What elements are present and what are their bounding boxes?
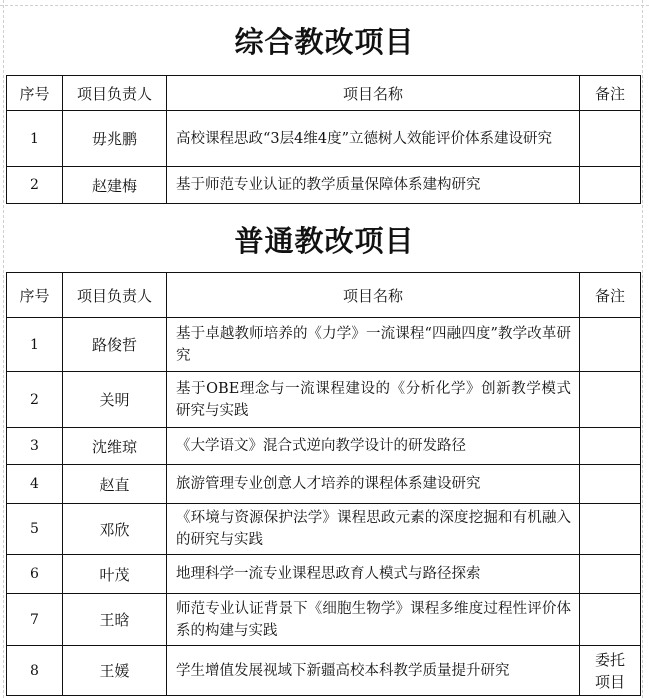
row-project-name: 学生增值发展视域下新疆高校本科教学质量提升研究 (167, 646, 580, 696)
table-row (7, 646, 641, 696)
row-note (580, 594, 641, 646)
row-no: 2 (7, 167, 63, 204)
row-project-name: 基于OBE理念与一流课程建设的《分析化学》创新教学模式研究与实践 (167, 372, 580, 428)
row-no: 6 (7, 555, 63, 594)
table-row (7, 318, 641, 372)
row-lead: 关明 (63, 372, 167, 428)
table-row (7, 372, 641, 428)
page-guide-top (0, 5, 649, 6)
table-row (7, 555, 641, 594)
header-name: 项目名称 (167, 76, 580, 111)
comprehensive-projects-table (6, 75, 641, 204)
row-note (580, 555, 641, 594)
row-lead: 沈维琼 (63, 428, 167, 465)
header-no: 序号 (7, 273, 63, 318)
table-row (7, 111, 641, 167)
row-note (580, 318, 641, 372)
row-no: 1 (7, 111, 63, 167)
row-lead: 赵直 (63, 465, 167, 504)
row-project-name: 旅游管理专业创意人才培养的课程体系建设研究 (167, 465, 580, 504)
page-guide-right (642, 0, 643, 698)
row-project-name: 高校课程思政“3层4维4度”立德树人效能评价体系建设研究 (167, 111, 580, 167)
row-note (580, 167, 641, 204)
row-project-name: 基于师范专业认证的教学质量保障体系建构研究 (167, 167, 580, 204)
row-no: 4 (7, 465, 63, 504)
header-lead: 项目负责人 (63, 273, 167, 318)
general-projects-table (6, 272, 641, 696)
row-note (580, 372, 641, 428)
table-header-row (7, 273, 641, 318)
table-row (7, 428, 641, 465)
row-lead: 邓欣 (63, 504, 167, 555)
row-note-text: 委托项目 (594, 650, 625, 691)
row-project-name: 基于卓越教师培养的《力学》一流课程“四融四度”教学改革研究 (167, 318, 580, 372)
table-row (7, 504, 641, 555)
row-note (580, 465, 641, 504)
header-note: 备注 (580, 273, 641, 318)
row-note (580, 646, 641, 696)
row-no: 2 (7, 372, 63, 428)
row-lead: 王媛 (63, 646, 167, 696)
row-lead: 王晗 (63, 594, 167, 646)
row-no: 8 (7, 646, 63, 696)
header-note: 备注 (580, 76, 641, 111)
row-project-name: 地理科学一流专业课程思政育人模式与路径探索 (167, 555, 580, 594)
row-project-name: 《大学语文》混合式逆向教学设计的研发路径 (167, 428, 580, 465)
row-no: 3 (7, 428, 63, 465)
row-project-name: 《环境与资源保护法学》课程思政元素的深度挖掘和有机融入的研究与实践 (167, 504, 580, 555)
row-note (580, 504, 641, 555)
table-header-row (7, 76, 641, 111)
row-no: 1 (7, 318, 63, 372)
row-no: 5 (7, 504, 63, 555)
row-lead: 路俊哲 (63, 318, 167, 372)
section-title-general: 普通教改项目 (234, 224, 415, 258)
header-no: 序号 (7, 76, 63, 111)
header-name: 项目名称 (167, 273, 580, 318)
row-no: 7 (7, 594, 63, 646)
table-row (7, 465, 641, 504)
row-lead: 赵建梅 (63, 167, 167, 204)
page-guide-left (3, 0, 4, 698)
row-note (580, 428, 641, 465)
header-lead: 项目负责人 (63, 76, 167, 111)
row-lead: 叶茂 (63, 555, 167, 594)
section-title-comprehensive: 综合教改项目 (234, 25, 415, 59)
table-row (7, 594, 641, 646)
row-note (580, 111, 641, 167)
row-lead: 毋兆鹏 (63, 111, 167, 167)
row-project-name: 师范专业认证背景下《细胞生物学》课程多维度过程性评价体系的构建与实践 (167, 594, 580, 646)
table-row (7, 167, 641, 204)
